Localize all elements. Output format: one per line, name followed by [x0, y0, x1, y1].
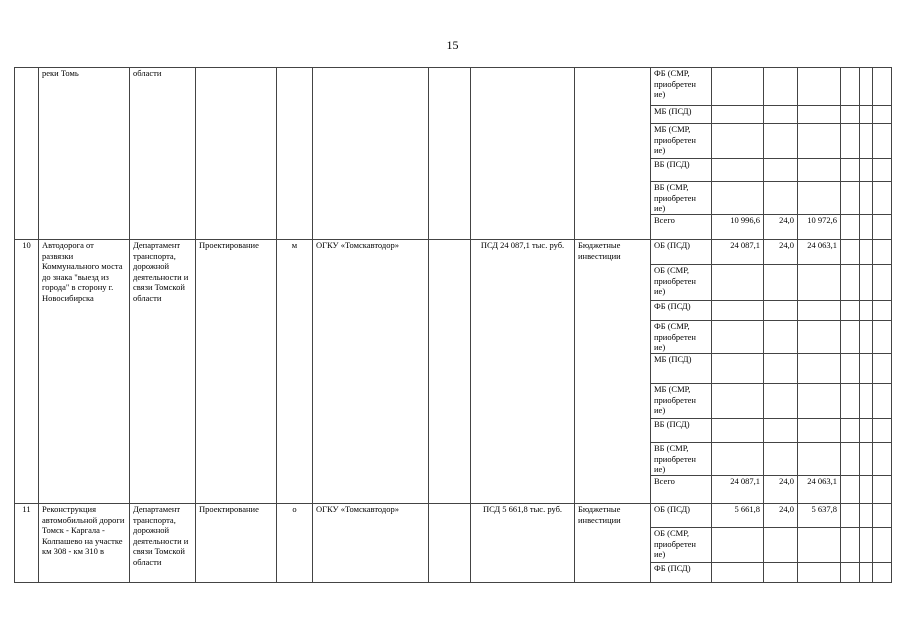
empty-cell	[860, 419, 873, 443]
funding-source-cell: ФБ (ПСД)	[651, 301, 712, 321]
stage-cell	[196, 68, 277, 240]
empty-cell	[841, 265, 860, 301]
object-cell: Автодорога от развязки Коммунального моста до знака "выезд из города" в сторону г. Новосибирска	[39, 240, 130, 504]
empty-cell	[860, 504, 873, 528]
empty-cell	[873, 124, 892, 159]
value-spent-cell	[764, 528, 798, 563]
table-row	[15, 240, 892, 265]
empty-cell	[841, 504, 860, 528]
value-spent-cell: 24,0	[764, 215, 798, 240]
value-total-cell	[712, 124, 764, 159]
value-remaining-cell	[798, 528, 841, 563]
page-number: 15	[446, 38, 459, 52]
value-spent-cell	[764, 321, 798, 354]
funding-source-cell: ФБ (ПСД)	[651, 563, 712, 583]
value-total-cell	[712, 528, 764, 563]
empty-cell	[841, 528, 860, 563]
empty-cell	[841, 321, 860, 354]
empty-cell	[841, 354, 860, 384]
empty-cell	[841, 419, 860, 443]
unit-cell: м	[277, 240, 313, 504]
value-remaining-cell	[798, 68, 841, 106]
funding-source-cell: ВБ (ПСД)	[651, 159, 712, 182]
value-spent-cell	[764, 419, 798, 443]
empty-cell	[841, 443, 860, 476]
empty-cell	[860, 265, 873, 301]
value-total-cell	[712, 68, 764, 106]
value-spent-cell	[764, 182, 798, 215]
value-spent-cell	[764, 384, 798, 419]
value-remaining-cell	[798, 106, 841, 124]
funding-source-cell: МБ (ПСД)	[651, 354, 712, 384]
empty-cell	[873, 265, 892, 301]
empty-cell	[860, 215, 873, 240]
value-spent-cell	[764, 124, 798, 159]
cost-cell	[471, 68, 575, 240]
funding-source-cell: МБ (ПСД)	[651, 106, 712, 124]
value-remaining-cell	[798, 563, 841, 583]
value-total-cell: 5 661,8	[712, 504, 764, 528]
value-total-cell: 24 087,1	[712, 240, 764, 265]
value-total-cell	[712, 419, 764, 443]
empty-cell	[841, 301, 860, 321]
funding-source-cell: ОБ (ПСД)	[651, 504, 712, 528]
empty-cell	[841, 124, 860, 159]
form-cell	[575, 68, 651, 240]
stage-cell: Проектирование	[196, 240, 277, 504]
empty-cell	[860, 476, 873, 504]
value-spent-cell	[764, 159, 798, 182]
empty-cell	[860, 443, 873, 476]
value-spent-cell	[764, 354, 798, 384]
empty-cell	[873, 301, 892, 321]
empty-cell	[873, 68, 892, 106]
funding-source-cell: ФБ (СМР, приобретен ие)	[651, 321, 712, 354]
empty-cell	[841, 240, 860, 265]
object-cell: Реконструкция автомобильной дороги Томск - Каргала - Колпашево на участке км 308 - км 310 в	[39, 504, 130, 583]
empty-cell	[873, 384, 892, 419]
form-cell: Бюджетные инвестиции	[575, 240, 651, 504]
funding-source-cell: ОБ (ПСД)	[651, 240, 712, 265]
value-spent-cell	[764, 563, 798, 583]
empty-cell	[860, 106, 873, 124]
value-remaining-cell	[798, 384, 841, 419]
table-row	[15, 504, 892, 528]
empty-cell	[873, 182, 892, 215]
value-total-cell	[712, 265, 764, 301]
num-cell: 11	[15, 504, 39, 583]
value-spent-cell: 24,0	[764, 476, 798, 504]
value-spent-cell	[764, 265, 798, 301]
value-remaining-cell	[798, 354, 841, 384]
value-total-cell: 24 087,1	[712, 476, 764, 504]
table-row	[15, 68, 892, 106]
funding-source-cell: Всего	[651, 215, 712, 240]
cost-cell: ПСД 5 661,8 тыс. руб.	[471, 504, 575, 583]
value-remaining-cell	[798, 301, 841, 321]
stage-cell: Проектирование	[196, 504, 277, 583]
funding-source-cell: ОБ (СМР, приобретен ие)	[651, 265, 712, 301]
empty-cell	[860, 159, 873, 182]
funding-source-cell: МБ (СМР, приобретен ие)	[651, 384, 712, 419]
empty-cell	[873, 563, 892, 583]
customer-cell: Департамент транспорта, дорожной деятельности и связи Томской области	[130, 240, 196, 504]
empty-cell	[860, 384, 873, 419]
cost-cell: ПСД 24 087,1 тыс. руб.	[471, 240, 575, 504]
empty-cell	[873, 106, 892, 124]
value-total-cell	[712, 443, 764, 476]
empty-cell	[860, 354, 873, 384]
empty-cell	[841, 106, 860, 124]
empty-cell	[873, 443, 892, 476]
value-total-cell	[712, 563, 764, 583]
funding-source-cell: МБ (СМР, приобретен ие)	[651, 124, 712, 159]
empty-cell	[860, 301, 873, 321]
value-total-cell	[712, 301, 764, 321]
value-total-cell	[712, 159, 764, 182]
empty-cell	[841, 563, 860, 583]
empty-cell	[873, 159, 892, 182]
empty-cell	[873, 321, 892, 354]
value-remaining-cell: 24 063,1	[798, 240, 841, 265]
value-total-cell	[712, 321, 764, 354]
empty-cell	[860, 563, 873, 583]
funding-source-cell: Всего	[651, 476, 712, 504]
executor-cell: ОГКУ «Томскавтодор»	[313, 240, 429, 504]
value-remaining-cell	[798, 182, 841, 215]
capacity-cell	[429, 504, 471, 583]
value-total-cell	[712, 106, 764, 124]
value-remaining-cell	[798, 321, 841, 354]
empty-cell	[873, 528, 892, 563]
empty-cell	[860, 182, 873, 215]
empty-cell	[841, 182, 860, 215]
empty-cell	[860, 124, 873, 159]
value-spent-cell: 24,0	[764, 504, 798, 528]
empty-cell	[873, 476, 892, 504]
capacity-cell	[429, 240, 471, 504]
value-spent-cell	[764, 106, 798, 124]
empty-cell	[873, 419, 892, 443]
value-remaining-cell: 24 063,1	[798, 476, 841, 504]
empty-cell	[860, 68, 873, 106]
value-remaining-cell	[798, 443, 841, 476]
unit-cell: о	[277, 504, 313, 583]
unit-cell	[277, 68, 313, 240]
funding-source-cell: ФБ (СМР, приобретен ие)	[651, 68, 712, 106]
value-remaining-cell: 5 637,8	[798, 504, 841, 528]
value-spent-cell: 24,0	[764, 240, 798, 265]
empty-cell	[873, 504, 892, 528]
value-total-cell	[712, 384, 764, 419]
empty-cell	[873, 354, 892, 384]
empty-cell	[841, 159, 860, 182]
value-spent-cell	[764, 443, 798, 476]
funding-source-cell: ВБ (СМР, приобретен ие)	[651, 182, 712, 215]
empty-cell	[841, 68, 860, 106]
empty-cell	[873, 215, 892, 240]
funding-source-cell: ВБ (СМР, приобретен ие)	[651, 443, 712, 476]
empty-cell	[860, 321, 873, 354]
empty-cell	[841, 384, 860, 419]
executor-cell: ОГКУ «Томскавтодор»	[313, 504, 429, 583]
empty-cell	[860, 240, 873, 265]
object-cell: реки Томь	[39, 68, 130, 240]
value-total-cell	[712, 182, 764, 215]
value-remaining-cell	[798, 124, 841, 159]
funding-source-cell: ВБ (ПСД)	[651, 419, 712, 443]
form-cell: Бюджетные инвестиции	[575, 504, 651, 583]
value-total-cell	[712, 354, 764, 384]
num-cell	[15, 68, 39, 240]
value-total-cell: 10 996,6	[712, 215, 764, 240]
num-cell: 10	[15, 240, 39, 504]
empty-cell	[841, 215, 860, 240]
customer-cell: области	[130, 68, 196, 240]
value-spent-cell	[764, 301, 798, 321]
value-remaining-cell	[798, 159, 841, 182]
customer-cell: Департамент транспорта, дорожной деятельности и связи Томской области	[130, 504, 196, 583]
empty-cell	[841, 476, 860, 504]
empty-cell	[860, 528, 873, 563]
capacity-cell	[429, 68, 471, 240]
value-remaining-cell: 10 972,6	[798, 215, 841, 240]
investment-table	[14, 67, 892, 583]
empty-cell	[873, 240, 892, 265]
value-spent-cell	[764, 68, 798, 106]
value-remaining-cell	[798, 419, 841, 443]
funding-source-cell: ОБ (СМР, приобретен ие)	[651, 528, 712, 563]
executor-cell	[313, 68, 429, 240]
value-remaining-cell	[798, 265, 841, 301]
